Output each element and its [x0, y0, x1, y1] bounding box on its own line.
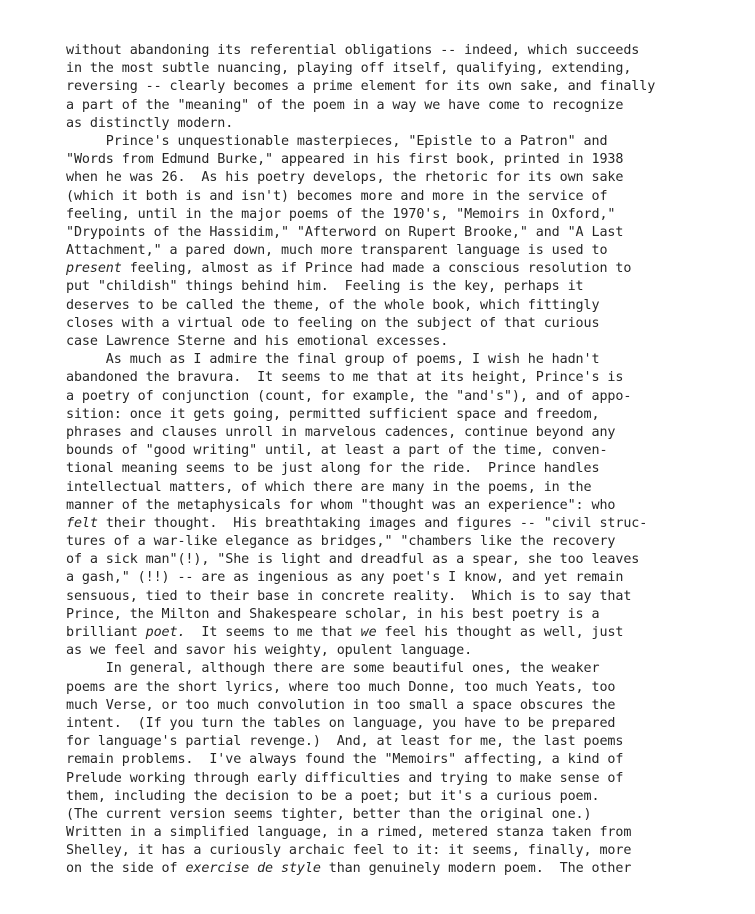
text-segment: manner of the metaphysicals for whom "thought was an experience": who — [66, 497, 616, 513]
text-segment: closes with a virtual ode to feeling on the subject of that curious — [66, 315, 600, 331]
text-segment: Shelley, it has a curiously archaic feel to it: it seems, finally, more — [66, 843, 632, 859]
text-segment: tional meaning seems to be just along for the ride. Prince handles — [66, 461, 600, 477]
text-line — [66, 151, 731, 169]
text-line — [66, 60, 731, 78]
text-line — [66, 770, 731, 788]
text-line — [66, 751, 731, 769]
text-segment: Prince's unquestionable masterpieces, "Epistle to a Patron" and — [66, 133, 608, 149]
text-segment: much Verse, or too much convolution in too small a space obscures the — [66, 697, 616, 713]
text-line — [66, 351, 731, 369]
text-segment: abandoned the bravura. It seems to me that at its height, Prince's is — [66, 370, 624, 386]
text-segment: deserves to be called the theme, of the whole book, which fittingly — [66, 297, 600, 313]
text-line — [66, 551, 731, 569]
text-line — [66, 515, 731, 533]
italic-text-segment: we — [360, 625, 377, 640]
text-line — [66, 388, 731, 406]
text-line — [66, 133, 731, 151]
text-line — [66, 315, 731, 333]
text-segment: (which it both is and isn't) becomes more and more in the service of — [66, 188, 608, 204]
text-line — [66, 533, 731, 551]
text-segment: in the most subtle nuancing, playing off itself, qualifying, extending, — [66, 61, 632, 77]
italic-text-segment: poet. — [145, 625, 186, 640]
text-segment: a gash," (!!) -- are as ingenious as any poet's I know, and yet remain — [66, 570, 624, 586]
text-segment: tures of a war-like elegance as bridges," "chambers like the recovery — [66, 534, 616, 550]
text-segment: them, including the decision to be a poet; but it's a curious poem. — [66, 788, 600, 804]
text-line — [66, 442, 731, 460]
text-segment: for language's partial revenge.) And, at least for me, the last poems — [66, 734, 624, 750]
text-line — [66, 206, 731, 224]
text-line — [66, 697, 731, 715]
text-line — [66, 97, 731, 115]
text-line — [66, 188, 731, 206]
text-segment: than genuinely modern poem. The other — [320, 861, 632, 877]
text-line — [66, 333, 731, 351]
text-segment: "Words from Edmund Burke," appeared in his first book, printed in 1938 — [66, 152, 624, 168]
text-segment: "Drypoints of the Hassidim," "Afterword on Rupert Brooke," and "A Last — [66, 224, 624, 240]
text-line — [66, 806, 731, 824]
text-line — [66, 224, 731, 242]
text-segment: intent. (If you turn the tables on language, you have to be prepared — [66, 715, 616, 731]
text-line — [66, 606, 731, 624]
italic-text-segment: present — [66, 261, 122, 277]
text-line — [66, 679, 731, 697]
text-segment: It seems to me that — [185, 625, 361, 640]
text-line — [66, 824, 731, 842]
text-segment: when he was 26. As his poetry develops, the rhetoric for its own sake — [66, 170, 624, 186]
text-line — [66, 406, 731, 424]
text-line — [66, 424, 731, 442]
text-line — [66, 78, 731, 96]
text-segment: bounds of "good writing" until, at least a part of the time, conven- — [66, 443, 608, 459]
italic-text-segment: felt — [66, 515, 98, 531]
text-segment: In general, although there are some beautiful ones, the weaker — [66, 661, 600, 677]
text-line — [66, 297, 731, 315]
text-segment: as we feel and savor his weighty, opulent language. — [66, 643, 473, 659]
text-segment: sensuous, tied to their base in concrete reality. Which is to say that — [66, 588, 632, 604]
text-line — [66, 588, 731, 606]
text-line — [66, 660, 731, 678]
text-segment: a poetry of conjunction (count, for example, the "and's"), and of appo- — [66, 388, 632, 404]
text-segment: As much as I admire the final group of poems, I wish he hadn't — [66, 352, 600, 368]
text-segment: Attachment," a pared down, much more transparent language is used to — [66, 243, 608, 259]
text-line — [66, 642, 731, 660]
text-line — [66, 42, 731, 60]
text-segment: feeling, until in the major poems of the 1970's, "Memoirs in Oxford," — [66, 206, 616, 222]
text-segment: put "childish" things behind him. Feeling is the key, perhaps it — [66, 279, 584, 295]
text-line — [66, 788, 731, 806]
text-segment: remain problems. I've always found the "Memoirs" affecting, a kind of — [66, 752, 624, 768]
text-segment: Prince, the Milton and Shakespeare scholar, in his best poetry is a — [66, 606, 600, 622]
text-line — [66, 569, 731, 587]
text-line — [66, 278, 731, 296]
text-segment: brilliant — [66, 625, 146, 640]
text-segment: poems are the short lyrics, where too much Donne, too much Yeats, too — [66, 679, 616, 695]
text-segment: Prelude working through early difficulties and trying to make sense of — [66, 770, 624, 786]
text-line — [66, 715, 731, 733]
text-segment: without abandoning its referential obligations -- indeed, which succeeds — [66, 43, 640, 58]
text-segment: (The current version seems tighter, better than the original one.) — [66, 806, 592, 822]
text-line — [66, 169, 731, 187]
text-segment: sition: once it gets going, permitted sufficient space and freedom, — [66, 406, 600, 422]
text-line — [66, 497, 731, 515]
text-line — [66, 115, 731, 133]
text-line — [66, 733, 731, 751]
text-segment: reversing -- clearly becomes a prime element for its own sake, and finally — [66, 79, 656, 95]
text-line — [66, 860, 731, 878]
text-line — [66, 369, 731, 387]
text-segment: their thought. His breathtaking images and figures -- "civil struc- — [97, 515, 648, 531]
text-segment: on the side of — [66, 861, 186, 877]
text-line — [66, 242, 731, 260]
text-segment: intellectual matters, of which there are many in the poems, in the — [66, 479, 592, 495]
text-segment: phrases and clauses unroll in marvelous cadences, continue beyond any — [66, 424, 616, 440]
text-line — [66, 260, 731, 278]
text-line — [66, 460, 731, 478]
text-segment: case Lawrence Sterne and his emotional excesses. — [66, 334, 449, 349]
text-segment: feeling, almost as if Prince had made a conscious resolution to — [121, 261, 632, 277]
text-segment: a part of the "meaning" of the poem in a way we have come to recognize — [66, 97, 624, 113]
text-segment: of a sick man"(!), "She is light and dreadful as a spear, she too leaves — [66, 552, 640, 568]
text-segment: feel his thought as well, just — [376, 625, 624, 640]
typewritten-page — [66, 42, 731, 879]
italic-text-segment: exercise de style — [185, 861, 321, 877]
text-line — [66, 842, 731, 860]
text-line — [66, 479, 731, 497]
text-segment: as distinctly modern. — [66, 115, 234, 131]
text-segment: Written in a simplified language, in a rimed, metered stanza taken from — [66, 825, 632, 841]
text-line — [66, 624, 731, 642]
